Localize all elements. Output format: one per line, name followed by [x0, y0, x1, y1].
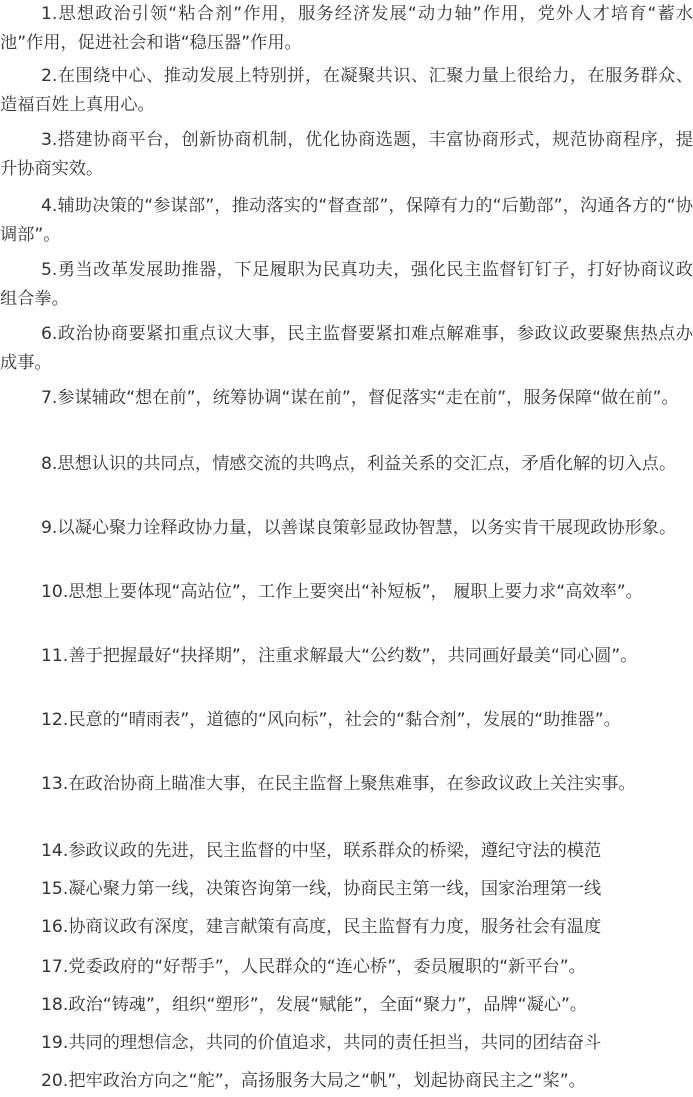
paragraph-20: 20.把牢政治方向之“舵”，高扬服务大局之“帆”，划起协商民主之“桨”。	[41, 1071, 586, 1091]
paragraph-6: 6.政治协商要紧扣重点议大事，民主监督要紧扣难点解难事，参政议政要聚焦热点办成事。	[0, 324, 693, 373]
paragraph-2: 2.在围绕中心、推动发展上特别拼，在凝聚共识、汇聚力量上很给力，在服务群众、造福百姓上真用心。	[0, 66, 693, 115]
paragraph-12: 12.民意的“晴雨表”，道德的“风向标”，社会的“黏合剂”，发展的“助推器”。	[41, 710, 621, 730]
paragraph-16: 16.协商议政有深度，建言献策有高度，民主监督有力度，服务社会有温度	[41, 917, 602, 937]
paragraph-3: 3.搭建协商平台，创新协商机制，优化协商选题，丰富协商形式，规范协商程序，提升协商实效。	[0, 130, 693, 179]
paragraph-11: 11.善于把握最好“抉择期”，注重求解最大“公约数”，共同画好最美“同心圆”。	[41, 646, 638, 666]
paragraph-14: 14.参政议政的先进，民主监督的中坚，联系群众的桥梁，遵纪守法的模范	[41, 841, 602, 861]
paragraph-1: 1.思想政治引领“粘合剂”作用，服务经济发展“动力轴”作用，党外人才培育“蓄水池”作用，促进社会和谐“稳压器”作用。	[0, 4, 693, 53]
paragraph-9: 9.以凝心聚力诠释政协力量，以善谋良策彰显政协智慧，以务实肯干展现政协形象。	[41, 518, 677, 538]
paragraph-17: 17.党委政府的“好帮手”，人民群众的“连心桥”，委员履职的“新平台”。	[41, 957, 586, 977]
paragraph-10: 10.思想上要体现“高站位”，工作上要突出“补短板”， 履职上要力求“高效率”。	[41, 582, 643, 602]
paragraph-5: 5.勇当改革发展助推器，下足履职为民真功夫，强化民主监督钉钉子，打好协商议政组合拳。	[0, 260, 693, 309]
paragraph-4: 4.辅助决策的“参谋部”，推动落实的“督查部”，保障有力的“后勤部”，沟通各方的“协调部”。	[0, 196, 693, 245]
paragraph-13: 13.在政治协商上瞄准大事，在民主监督上聚焦难事，在参政议政上关注实事。	[41, 774, 636, 794]
paragraph-15: 15.凝心聚力第一线，决策咨询第一线，协商民主第一线，国家治理第一线	[41, 879, 602, 899]
paragraph-19: 19.共同的理想信念，共同的价值追求，共同的责任担当，共同的团结奋斗	[41, 1033, 602, 1053]
paragraph-8: 8.思想认识的共同点，情感交流的共鸣点，利益关系的交汇点，矛盾化解的切入点。	[41, 454, 677, 474]
paragraph-7: 7.参谋辅政“想在前”，统筹协调“谋在前”，督促落实“走在前”，服务保障“做在前”。	[41, 388, 679, 408]
paragraph-18: 18.政治“铸魂”，组织“塑形”，发展“赋能”，全面“聚力”，品牌“凝心”。	[41, 995, 588, 1015]
